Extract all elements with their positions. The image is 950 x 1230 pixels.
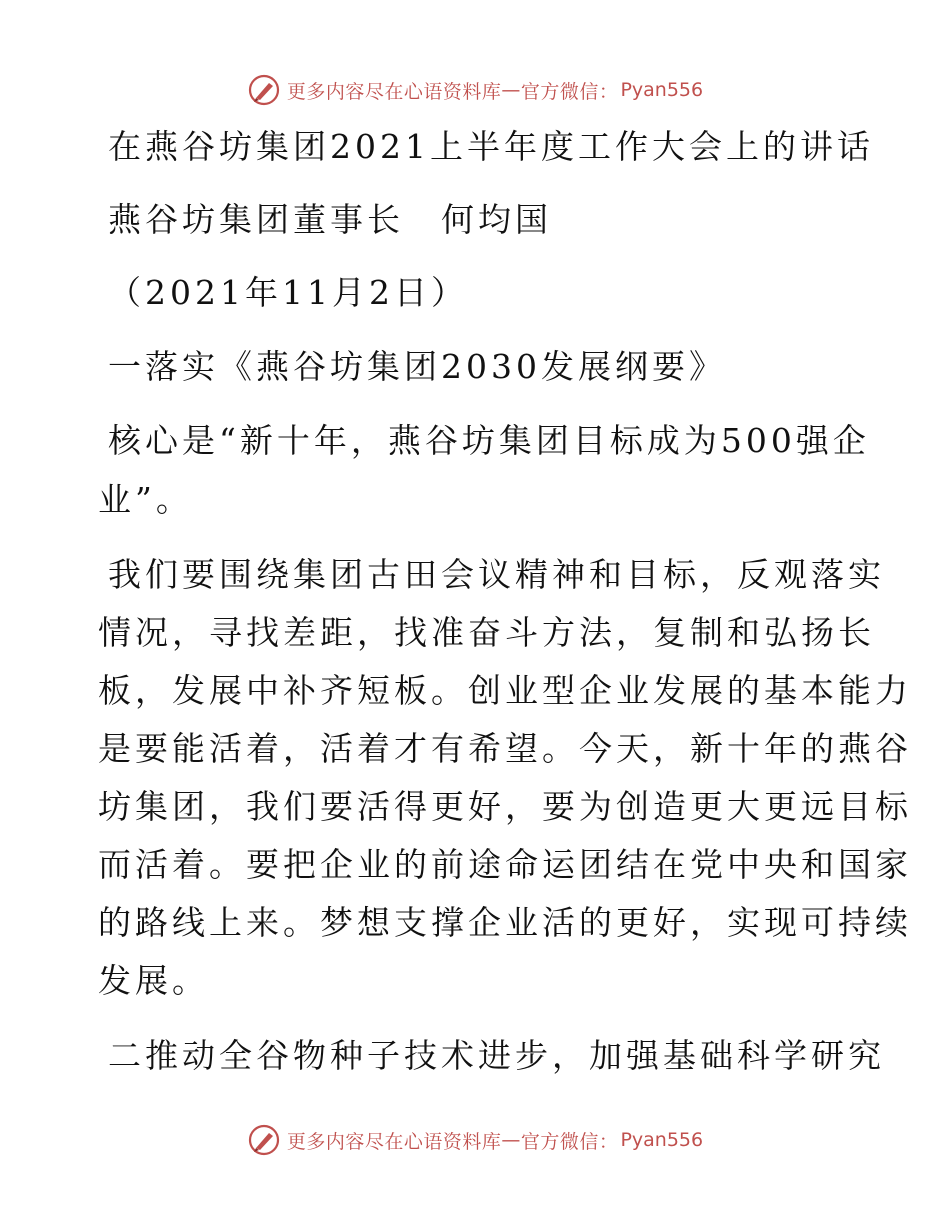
section1-heading: 一落实《燕谷坊集团2030发展纲要》 <box>108 347 726 386</box>
watermark-wechat-label: 官方微信： <box>520 1130 619 1153</box>
watermark-bottom <box>0 1120 950 1160</box>
watermark-wechat-id: Pyan556 <box>620 79 704 101</box>
core-line: 业”。 <box>98 480 193 519</box>
date-line: （2021年11月2日） <box>108 273 468 312</box>
watermark-wechat-id: Pyan556 <box>620 1129 704 1151</box>
watermark-dash: — <box>501 1129 521 1151</box>
pen-logo-icon <box>247 73 281 107</box>
watermark-wechat-label: 官方微信： <box>520 80 619 103</box>
speaker-line: 燕谷坊集团董事长 何均国 <box>108 200 552 239</box>
core-line: 核心是“新十年，燕谷坊集团目标成为500强企 <box>108 421 870 460</box>
body-line: 情况，寻找差距，找准奋斗方法，复制和弘扬长 <box>98 613 875 652</box>
body-line: 我们要围绕集团古田会议精神和目标，反观落实 <box>108 555 885 594</box>
body-line: 的路线上来。梦想支撑企业活的更好，实现可持续 <box>98 903 912 942</box>
body-line: 板，发展中补齐短板。创业型企业发展的基本能力 <box>98 671 912 710</box>
body-line: 而活着。要把企业的前途命运团结在党中央和国家 <box>98 845 912 884</box>
watermark-top <box>0 70 950 110</box>
watermark-text: 更多内容尽在心语资料库 <box>286 1130 502 1153</box>
body-line: 是要能活着，活着才有希望。今天，新十年的燕谷 <box>98 729 912 768</box>
watermark-text: 更多内容尽在心语资料库 <box>286 80 502 103</box>
body-line: 坊集团，我们要活得更好，要为创造更大更远目标 <box>98 787 912 826</box>
pen-logo-icon <box>247 1123 281 1157</box>
watermark-dash: — <box>501 79 521 101</box>
doc-title: 在燕谷坊集团2021上半年度工作大会上的讲话 <box>108 127 874 166</box>
section2-heading: 二推动全谷物种子技术进步，加强基础科学研究 <box>108 1036 885 1075</box>
body-line: 发展。 <box>98 961 209 1000</box>
